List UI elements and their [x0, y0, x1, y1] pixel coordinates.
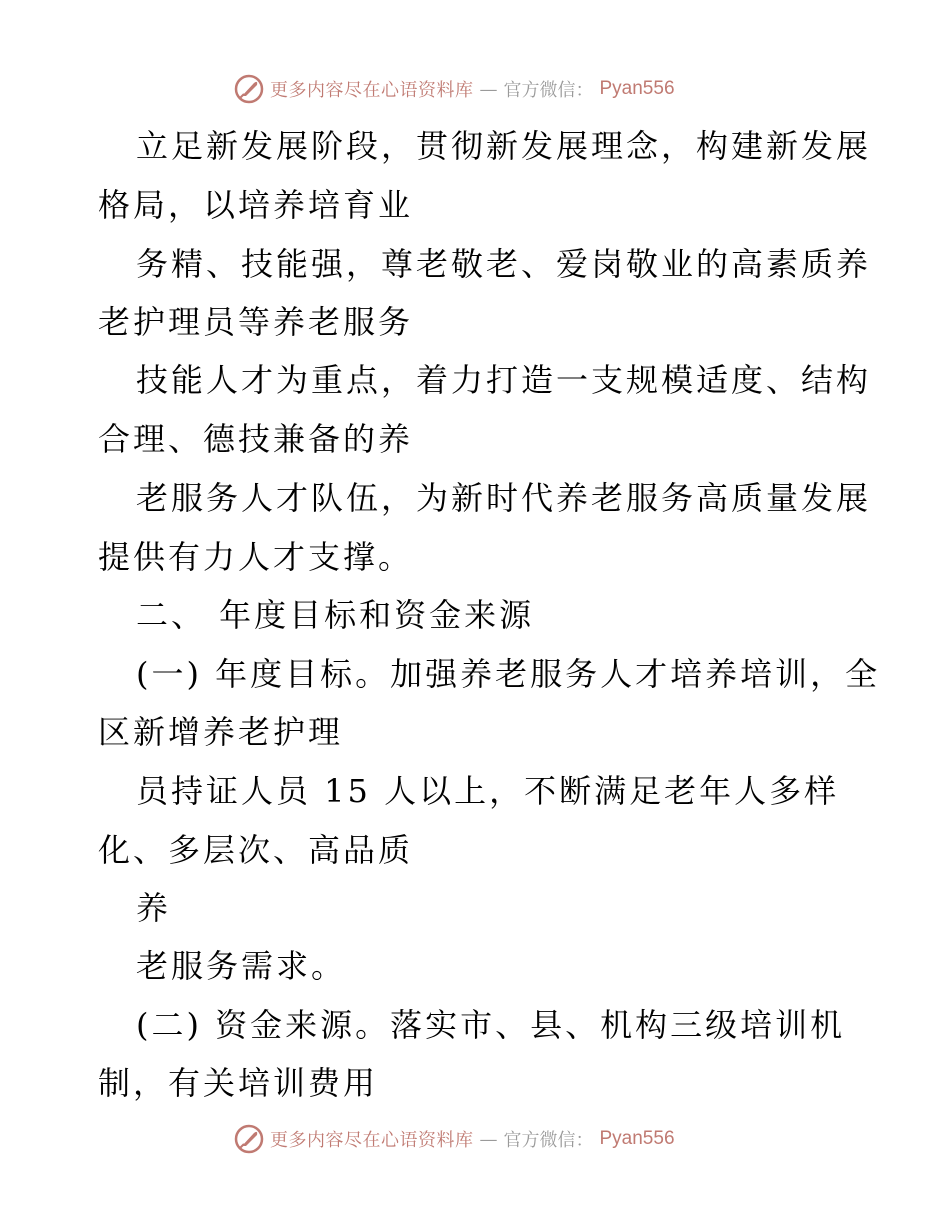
body-line: 老服务人才队伍，为新时代养老服务高质量发展 — [136, 479, 872, 517]
body-line: 化、多层次、高品质 — [98, 831, 414, 869]
body-line: 老服务需求。 — [136, 947, 347, 985]
feather-pen-icon — [234, 1124, 264, 1154]
body-line: 务精、技能强，尊老敬老、爱岗敬业的高素质养 — [136, 245, 872, 283]
watermark-wechat-label: 官方微信： — [503, 80, 594, 101]
body-line: 老护理员等养老服务 — [98, 303, 414, 341]
body-line: 区新增养老护理 — [98, 713, 344, 751]
body-line: 制，有关培训费用 — [98, 1064, 379, 1102]
watermark-wechat-id: Pyan556 — [599, 78, 675, 99]
watermark-dash: — — [479, 78, 498, 100]
body-line: (一) 年度目标。加强养老服务人才培养培训，全 — [136, 655, 881, 693]
body-line: 技能人才为重点，着力打造一支规模适度、结构 — [136, 361, 872, 399]
body-line: 员持证人员 15 人以上，不断满足老年人多样 — [136, 772, 840, 810]
watermark-brand-text: 更多内容尽在心语资料库 — [270, 80, 474, 101]
feather-pen-icon — [234, 74, 264, 104]
watermark-banner-bottom — [234, 1122, 675, 1156]
watermark-wechat-id: Pyan556 — [599, 1128, 675, 1149]
body-line: 格局，以培养培育业 — [98, 186, 414, 224]
watermark-dash: — — [479, 1128, 498, 1150]
body-line: 提供有力人才支撑。 — [98, 538, 414, 576]
watermark-banner-top — [234, 72, 675, 106]
body-line: 立足新发展阶段，贯彻新发展理念，构建新发展 — [136, 127, 872, 165]
watermark-wechat-label: 官方微信： — [503, 1130, 594, 1151]
body-line: 养 — [136, 889, 172, 927]
section-heading: 二、 年度目标和资金来源 — [136, 596, 535, 634]
body-line: (二) 资金来源。落实市、县、机构三级培训机 — [136, 1006, 846, 1044]
watermark-brand-text: 更多内容尽在心语资料库 — [270, 1130, 474, 1151]
body-line: 合理、德技兼备的养 — [98, 420, 414, 458]
